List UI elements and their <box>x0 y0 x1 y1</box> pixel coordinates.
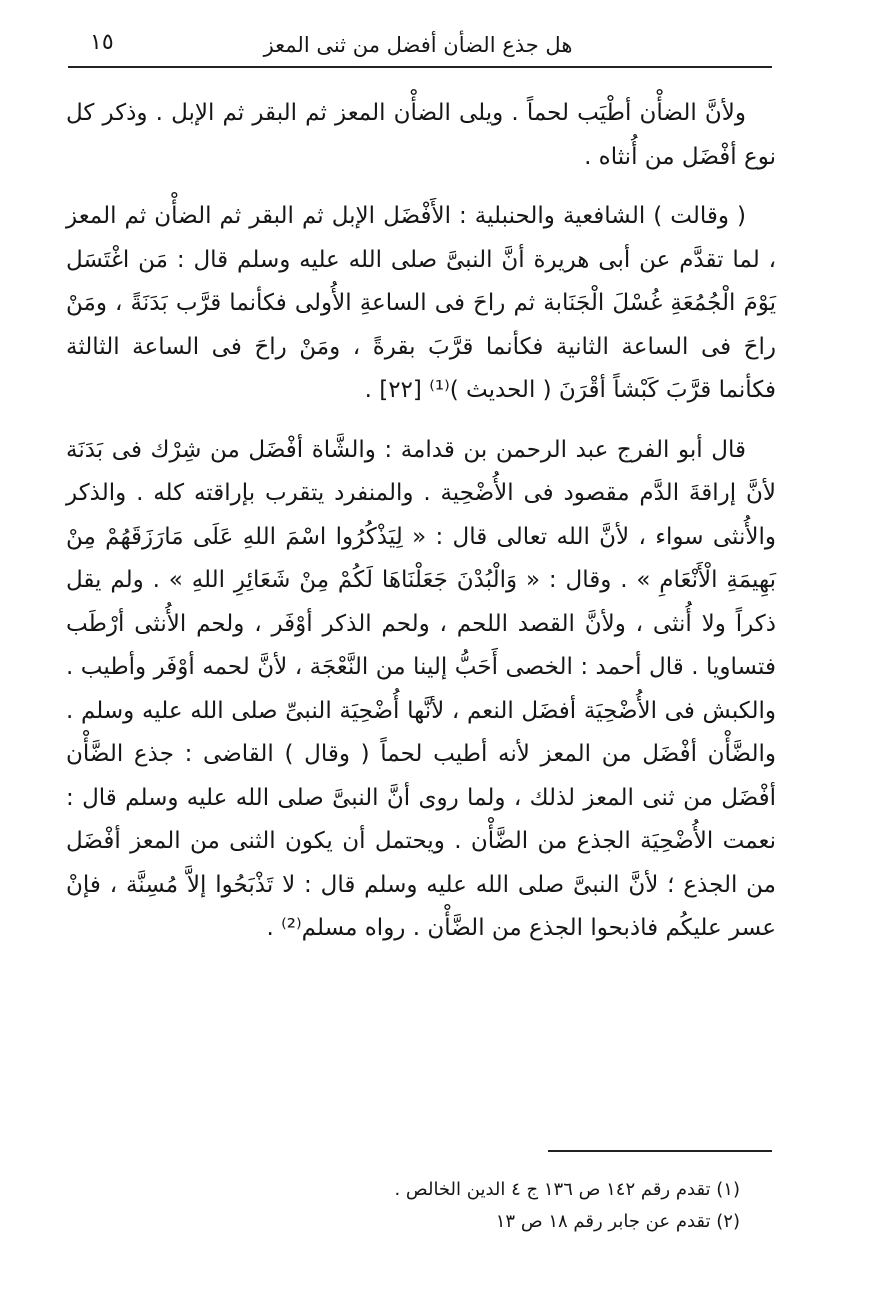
paragraph-3: قال أبو الفرج عبد الرحمن بن قدامة : والشَّاة أفْضَل من شِرْك فى بَدَنَة لأنَّ إراقةَ الدَّم مقصود فى الأُضْحِية . والمنفرد يتقرب بإراقته كله . والذكر والأُنثى سواء ، لأنَّ الله تعالى قال : « لِيَذْكُرُوا اسْمَ اللهِ عَلَى مَارَزَقَهُمْ مِنْ بَهِيمَةِ الْأَنْعَامِ » . وقال : « وَالْبُدْنَ جَعَلْنَاهَا لَكُمْ مِنْ شَعَائِرِ اللهِ » . ولم يقل ذكراً ولا أُنثى ، ولأنَّ القصد اللحم ، ولحم الذكر أوْفَر ، ولحم الأُنثى أرْطَب فتساويا . قال أحمد : الخصى أَحَبُّ إلينا من النَّعْجَة ، لأنَّ لحمه أوْفَر وأطيب . والكبش فى الأُضْحِيَة أفضَل النعم ، لأنَّها أُضْحِيَة النبىِّ صلى الله عليه وسلم . والضَّأْن أفْضَل من المعز لأنه أطيب لحماً ( وقال ) القاضى : جذع الضَّأْن أفْضَل من ثنى المعز لذلك ، ولما روى أنَّ النبىَّ صلى الله عليه وسلم قال : نعمت الأُضْحِيَة الجذع من الضَّأْن . ويحتمل أن يكون الثنى من المعز أفْضَل من الجذع ؛ لأنَّ النبىَّ صلى الله عليه وسلم قال : لا تَذْبَحُوا إلاَّ مُسِنَّة ، فإنْ عسر عليكُم فاذبحوا الجذع من الضَّأْن . رواه مسلم⁽²⁾ . <box>66 436 776 941</box>
footnote-rule <box>548 1150 772 1152</box>
footnotes <box>300 1174 740 1238</box>
footnote-1: (١) تقدم رقم ١٤٢ ص ١٣٦ ج ٤ الدين الخالص . <box>394 1179 740 1200</box>
page-number: ١٥ <box>90 30 114 55</box>
running-header <box>68 28 768 66</box>
paragraph-2: ( وقالت ) الشافعية والحنبلية : الأَفْضَل الإبل ثم البقر ثم الضأْن ثم المعز ، لما تقدَّم عن أبى هريرة أنَّ النبىَّ صلى الله عليه وسلم قال : مَن اغْتَسَل يَوْمَ الْجُمُعَةِ غُسْلَ الْجَنَابة ثم راحَ فى الساعةِ الأُولى فكأنما قرَّب بَدَنَةً ، ومَنْ راحَ فى الساعة الثانية فكأنما قرَّبَ بقرةً ، ومَنْ راحَ فى الساعة الثالثة فكأنما قرَّبَ كَبْشاً أقْرَنَ ( الحديث )⁽¹⁾ [٢٢] . <box>66 203 776 403</box>
footnote-2: (٢) تقدم عن جابر رقم ١٨ ص ١٣ <box>495 1211 740 1232</box>
paragraph-1: ولأنَّ الضأْن أطْيَب لحماً . ويلى الضأْن المعز ثم البقر ثم الإبل . وذكر كل نوع أفْضَل من أُنثاه . <box>66 100 776 170</box>
header-rule <box>68 66 772 68</box>
running-title: هل جذع الضأن أفضل من ثنى المعز <box>263 33 573 57</box>
main-text <box>66 92 776 951</box>
